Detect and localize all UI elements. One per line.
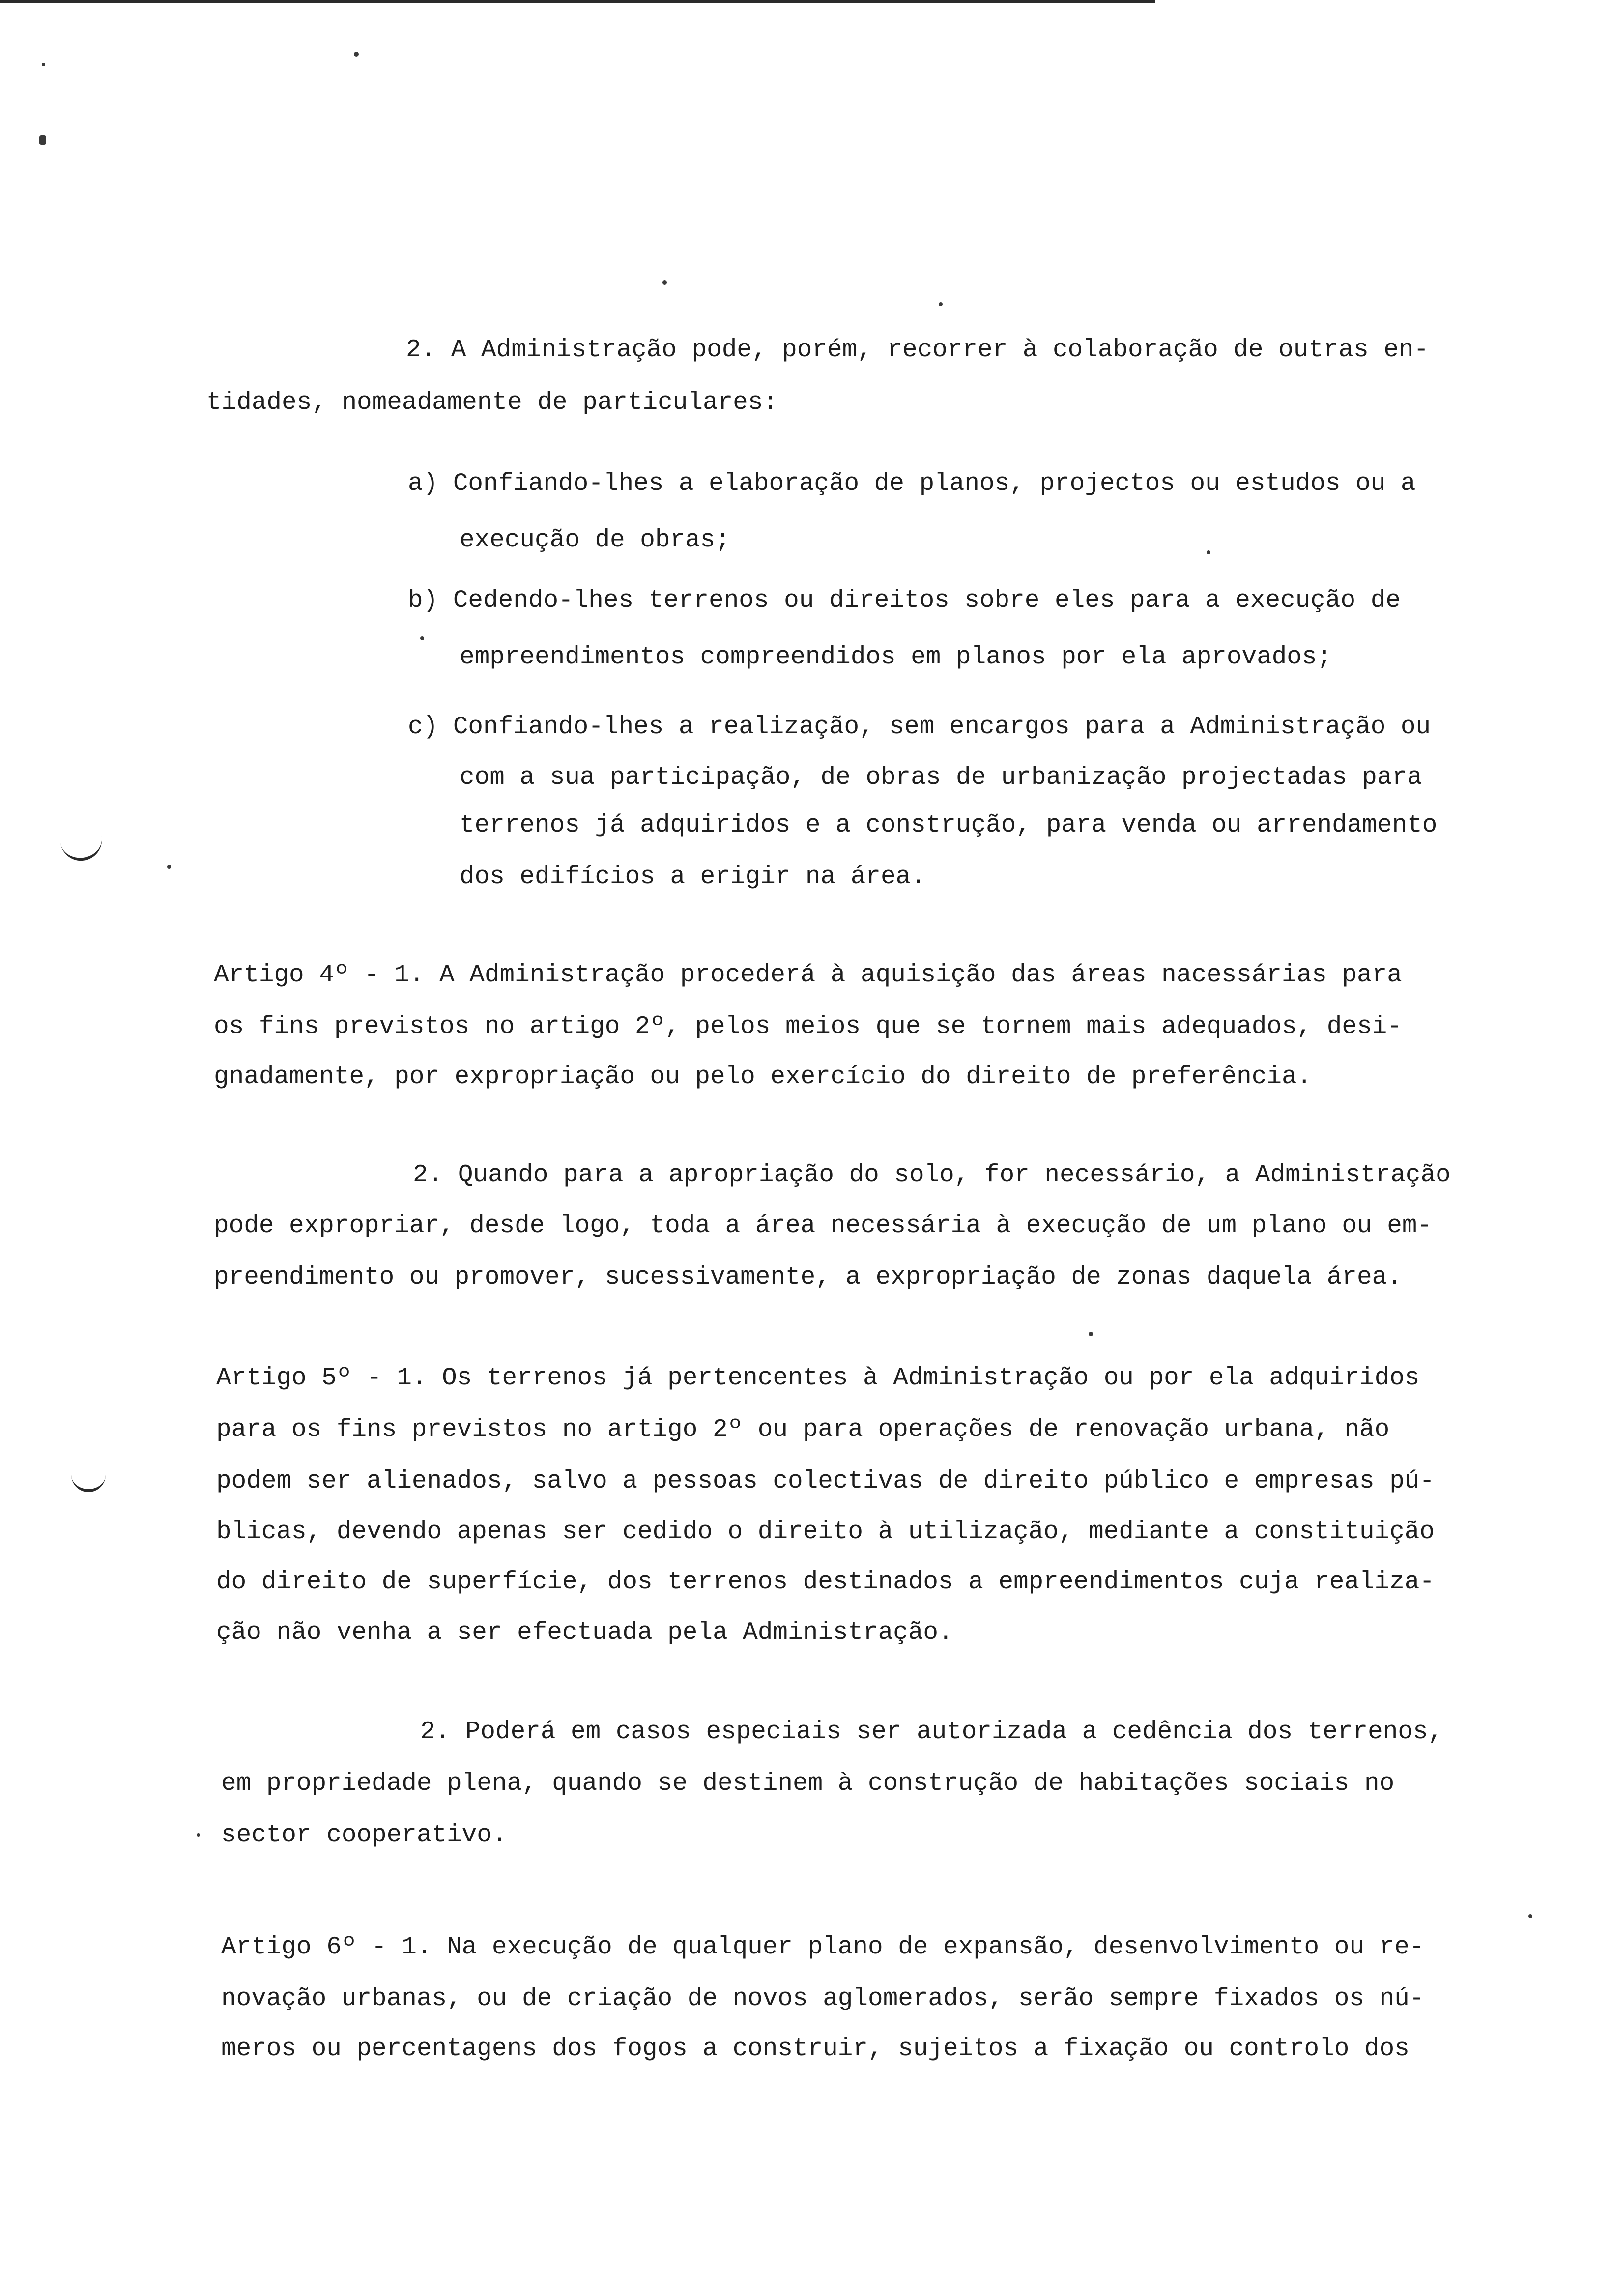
text-line: 2. Quando para a apropriação do solo, for necessário, a Administração	[413, 1161, 1451, 1189]
punch-hole-mark	[60, 835, 105, 863]
scan-speck	[39, 135, 46, 145]
scan-speck	[1528, 1914, 1532, 1918]
text-line: novação urbanas, ou de criação de novos aglomerados, serão sempre fixados os nú-	[221, 1985, 1425, 2013]
text-line: terrenos já adquiridos e a construção, para venda ou arrendamento	[460, 811, 1438, 839]
text-line: dos edifícios a erigir na área.	[460, 863, 926, 891]
text-line: meros ou percentagens dos fogos a construir, sujeitos a fixação ou controlo dos	[221, 2035, 1410, 2063]
text-line: a) Confiando-lhes a elaboração de planos, projectos ou estudos ou a	[408, 470, 1416, 498]
scan-speck	[167, 865, 171, 869]
text-line: os fins previstos no artigo 2º, pelos meios que se tornem mais adequados, desi-	[214, 1013, 1402, 1041]
text-line: ção não venha a ser efectuada pela Administração.	[216, 1619, 953, 1647]
text-line: Artigo 5º - 1. Os terrenos já pertencentes à Administração ou por ela adquiridos	[216, 1364, 1420, 1392]
scan-speck	[197, 1833, 200, 1837]
text-line: em propriedade plena, quando se destinem à construção de habitações sociais no	[221, 1770, 1395, 1798]
scan-speck	[1207, 550, 1210, 554]
text-line: preendimento ou promover, sucessivamente, a expropriação de zonas daquela área.	[214, 1263, 1402, 1292]
text-line: c) Confiando-lhes a realização, sem encargos para a Administração ou	[408, 713, 1431, 741]
text-line: podem ser alienados, salvo a pessoas colectivas de direito público e empresas pú-	[216, 1467, 1435, 1495]
text-line: execução de obras;	[460, 526, 730, 554]
text-line: do direito de superfície, dos terrenos destinados a empreendimentos cuja realiza-	[216, 1568, 1435, 1596]
text-line: para os fins previstos no artigo 2º ou para operações de renovação urbana, não	[216, 1416, 1390, 1444]
text-line: blicas, devendo apenas ser cedido o direito à utilização, mediante a constituição	[216, 1518, 1435, 1546]
punch-hole-mark	[71, 1469, 106, 1492]
top-edge-rule	[0, 0, 1155, 3]
text-line: com a sua participação, de obras de urbanização projectadas para	[460, 764, 1422, 792]
text-line: empreendimentos compreendidos em planos por ela aprovados;	[460, 643, 1332, 671]
scan-speck	[354, 52, 359, 57]
scan-speck	[42, 63, 45, 66]
scan-speck	[1089, 1332, 1093, 1336]
text-line: Artigo 4º - 1. A Administração procederá à aquisição das áreas nacessárias para	[214, 961, 1402, 989]
text-line: gnadamente, por expropriação ou pelo exercício do direito de preferência.	[214, 1063, 1312, 1091]
text-line: sector cooperativo.	[221, 1821, 507, 1849]
text-line: 2. A Administração pode, porém, recorrer à colaboração de outras en-	[406, 336, 1429, 364]
text-line: Artigo 6º - 1. Na execução de qualquer plano de expansão, desenvolvimento ou re-	[221, 1933, 1425, 1961]
scan-speck	[662, 280, 667, 285]
scan-speck	[420, 636, 424, 640]
text-line: 2. Poderá em casos especiais ser autorizada a cedência dos terrenos,	[420, 1718, 1443, 1746]
text-line: pode expropriar, desde logo, toda a área necessária à execução de um plano ou em-	[214, 1212, 1433, 1240]
scan-speck	[939, 302, 943, 306]
text-line: tidades, nomeadamente de particulares:	[206, 389, 778, 417]
text-line: b) Cedendo-lhes terrenos ou direitos sobre eles para a execução de	[408, 587, 1401, 615]
